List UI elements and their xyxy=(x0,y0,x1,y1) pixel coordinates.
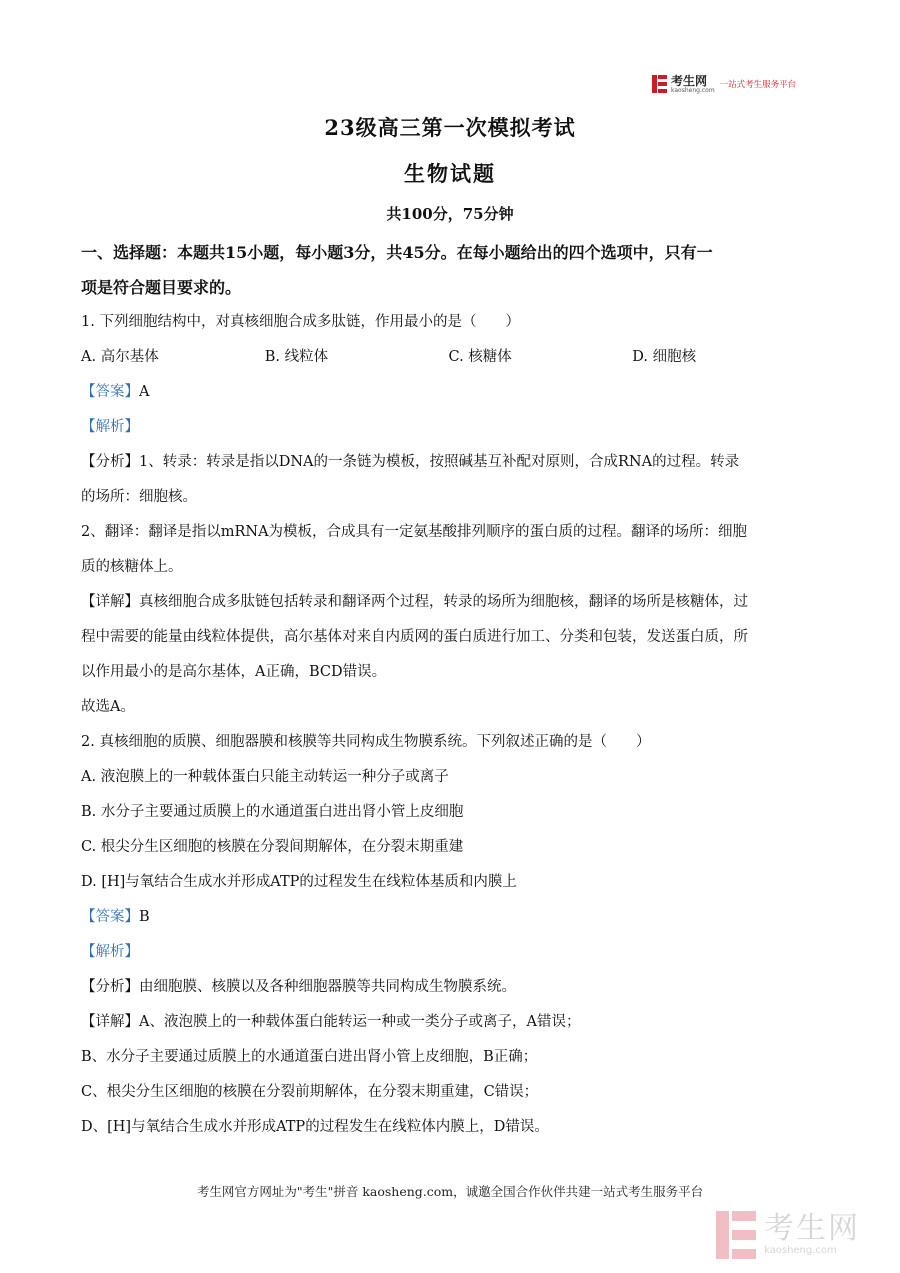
q1-stem: 1. 下列细胞结构中，对真核细胞合成多肽链，作用最小的是（ ） xyxy=(81,314,520,330)
q2-line: B、水分子主要通过质膜上的水通道蛋白进出肾小管上皮细胞，B正确； xyxy=(81,1049,538,1065)
score-time-info: 共100分，75分钟 xyxy=(386,205,514,223)
kaosheng-logo-icon xyxy=(652,75,667,93)
document-body xyxy=(81,235,816,1145)
logo-slogan: 一站式考生服务平台 xyxy=(719,80,797,90)
exam-title: 23级高三第一次模拟考试 xyxy=(324,115,576,140)
q2-stem: 2. 真核细胞的质膜、细胞器膜和核膜等共同构成生物膜系统。下列叙述正确的是（ ） xyxy=(81,734,651,750)
watermark-name: 考生网 xyxy=(764,1211,860,1246)
q2-option-b: B. 水分子主要通过质膜上的水通道蛋白进出肾小管上皮细胞 xyxy=(81,804,464,820)
q1-line: 【分析】1、转录：转录是指以DNA的一条链为模板，按照碱基互补配对原则，合成RNA的过程。转录 xyxy=(81,454,740,470)
logo-domain: kaosheng.com xyxy=(671,86,715,94)
q1-option-a: A. 高尔基体 xyxy=(81,349,159,365)
answer-tag: 【答案】 xyxy=(81,384,139,400)
watermark-domain: kaosheng.com xyxy=(764,1245,837,1256)
q1-option-c: C. 核糖体 xyxy=(448,349,512,365)
q1-analysis-tag: 【解析】 xyxy=(81,419,139,435)
q2-line: 【详解】A、液泡膜上的一种载体蛋白能转运一种或一类分子或离子，A错误； xyxy=(81,1014,581,1030)
watermark-logo xyxy=(716,1207,886,1263)
page-footer: 考生网官方网址为"考生"拼音 kaosheng.com，诚邀全国合作伙伴共建一站式考生服务平台 xyxy=(196,1184,704,1199)
q2-line: C、根尖分生区细胞的核膜在分裂前期解体，在分裂末期重建，C错误； xyxy=(81,1084,539,1100)
q1-answer xyxy=(81,375,816,410)
q1-line: 以作用最小的是高尔基体，A正确，BCD错误。 xyxy=(81,664,387,680)
q1-line: 故选A。 xyxy=(81,699,135,715)
answer-value: A xyxy=(139,384,150,400)
q1-options xyxy=(81,340,816,375)
section-heading-line1: 一、选择题：本题共15小题，每小题3分，共45分。在每小题给出的四个选项中，只有一 xyxy=(81,243,713,262)
q2-line: 【分析】由细胞膜、核膜以及各种细胞器膜等共同构成生物膜系统。 xyxy=(81,979,516,995)
subject-title: 生物试题 xyxy=(404,161,496,186)
answer-value: B xyxy=(139,909,150,925)
q1-line: 2、翻译：翻译是指以mRNA为模板，合成具有一定氨基酸排列顺序的蛋白质的过程。翻译的场所：细胞 xyxy=(81,524,748,540)
answer-tag: 【答案】 xyxy=(81,909,139,925)
q2-option-d: D. [H]与氧结合生成水并形成ATP的过程发生在线粒体基质和内膜上 xyxy=(81,874,517,890)
q1-line: 质的核糖体上。 xyxy=(81,559,183,575)
q1-option-d: D. 细胞核 xyxy=(632,349,697,365)
q2-analysis-tag: 【解析】 xyxy=(81,944,139,960)
q1-line: 【详解】真核细胞合成多肽链包括转录和翻译两个过程，转录的场所为细胞核，翻译的场所是核糖体，过 xyxy=(81,594,748,610)
q2-option-c: C. 根尖分生区细胞的核膜在分裂间期解体，在分裂末期重建 xyxy=(81,839,464,855)
q1-line: 的场所：细胞核。 xyxy=(81,489,197,505)
q2-line: D、[H]与氧结合生成水并形成ATP的过程发生在线粒体内膜上，D错误。 xyxy=(81,1119,549,1135)
logo-name: 考生网 xyxy=(671,73,708,88)
header-logo xyxy=(652,72,796,96)
q2-option-a: A. 液泡膜上的一种载体蛋白只能主动转运一种分子或离子 xyxy=(81,769,449,785)
q1-option-b: B. 线粒体 xyxy=(264,349,329,365)
q1-line: 程中需要的能量由线粒体提供，高尔基体对来自内质网的蛋白质进行加工、分类和包装，发送蛋白质，所 xyxy=(81,629,748,645)
section-heading-line2: 项是符合题目要求的。 xyxy=(81,278,242,297)
q2-answer xyxy=(81,900,816,935)
kaosheng-watermark-icon xyxy=(716,1211,756,1259)
